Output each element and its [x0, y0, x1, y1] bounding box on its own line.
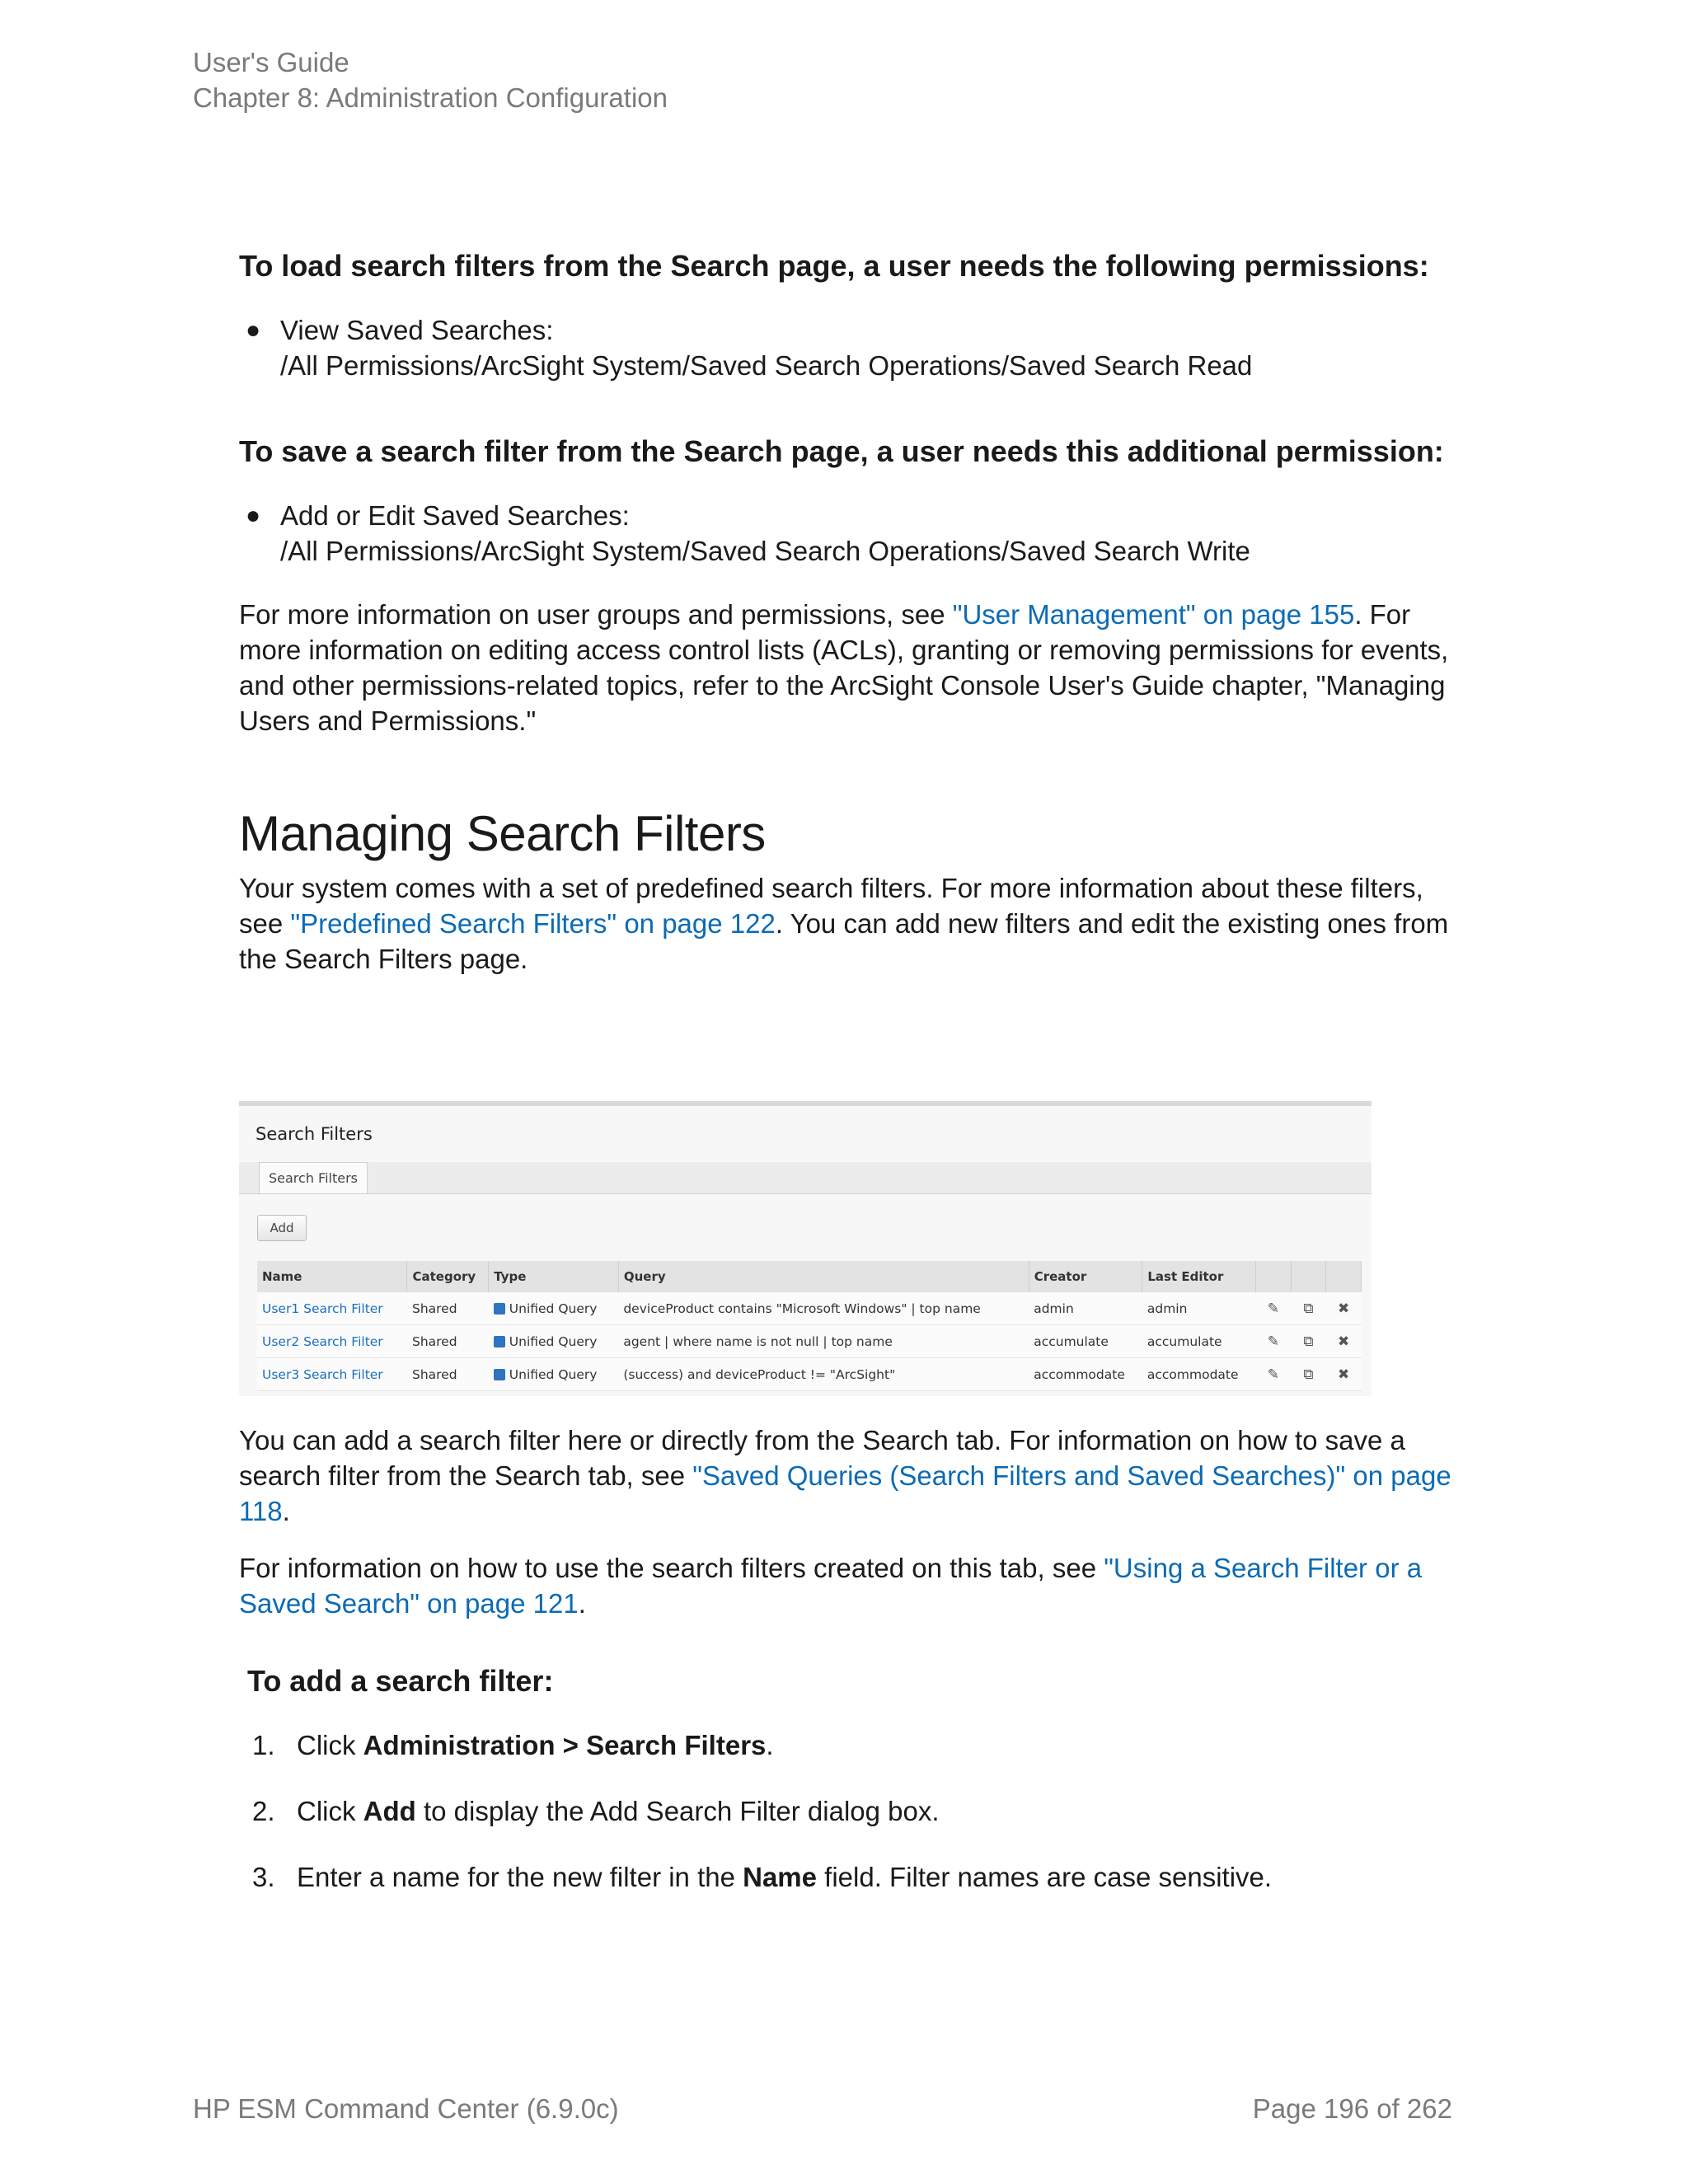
add-button[interactable]: Add [257, 1215, 307, 1241]
footer-product: HP ESM Command Center (6.9.0c) [193, 2093, 619, 2124]
col-last-editor[interactable]: Last Editor [1142, 1261, 1256, 1292]
using-search-filter-link[interactable]: "Using a Search Filter or a Saved Search" on page 121 [239, 1553, 1423, 1619]
copy-icon[interactable]: ⧉ [1291, 1325, 1326, 1358]
tab-search-filters[interactable]: Search Filters [259, 1162, 368, 1193]
col-type[interactable]: Type [489, 1261, 619, 1292]
col-category[interactable]: Category [407, 1261, 489, 1292]
lower-content [239, 1422, 1459, 1895]
save-permissions-heading: To save a search filter from the Search page, a user needs this additional permission: [239, 434, 1444, 468]
edit-icon[interactable]: ✎ [1256, 1358, 1292, 1391]
table-row[interactable]: User2 Search Filter Shared Unified Query agent | where name is not null | top name accumulate accumulate ✎ ⧉ ✖ [257, 1325, 1362, 1358]
delete-icon[interactable]: ✖ [1326, 1292, 1362, 1325]
unified-query-icon [494, 1303, 505, 1315]
intro-paragraph: Your system comes with a set of predefined search filters. For more information about these filters, see "Predefined Search Filters" on page 122. You can add new filters and edit the existing ones from the Search Filters page. [239, 873, 1449, 974]
chapter-title: Chapter 8: Administration Configuration [193, 82, 668, 113]
filter-name-link[interactable]: User2 Search Filter [257, 1325, 407, 1358]
filter-name-link[interactable]: User1 Search Filter [257, 1292, 407, 1325]
table-row[interactable]: User1 Search Filter Shared Unified Query deviceProduct contains "Microsoft Windows" | top name admin admin ✎ ⧉ ✖ [257, 1292, 1362, 1325]
search-filters-screenshot [239, 1101, 1372, 1396]
save-bullet: ● Add or Edit Saved Searches: /All Permissions/ArcSight System/Saved Search Operations/Saved Search Write [246, 500, 1250, 566]
guide-title: User's Guide [193, 47, 349, 77]
load-permissions-heading: To load search filters from the Search page, a user needs the following permissions: [239, 249, 1429, 283]
edit-icon[interactable]: ✎ [1256, 1292, 1292, 1325]
col-query[interactable]: Query [618, 1261, 1029, 1292]
load-bullet: ● View Saved Searches: /All Permissions/ArcSight System/Saved Search Operations/Saved Search Read [246, 315, 1253, 381]
page-header [193, 45, 668, 115]
filter-name-link[interactable]: User3 Search Filter [257, 1358, 407, 1391]
col-name[interactable]: Name [257, 1261, 407, 1292]
more-info-paragraph: For more information on user groups and permissions, see "User Management" on page 155. For more information on editing access control lists (ACLs), granting or removing permissions for events, and other permissions-related topics, refer to the ArcSight Console User's Guide chapter, "Managing Users and Permissions." [239, 599, 1449, 736]
delete-icon[interactable]: ✖ [1326, 1325, 1362, 1358]
copy-icon[interactable]: ⧉ [1291, 1358, 1326, 1391]
screenshot-title: Search Filters [256, 1124, 373, 1144]
filters-table [257, 1261, 1362, 1391]
step-3: 3. Enter a name for the new filter in the Name field. Filter names are case sensitive. [252, 1862, 1273, 1892]
predefined-filters-link[interactable]: "Predefined Search Filters" on page 122 [290, 908, 776, 939]
copy-icon[interactable]: ⧉ [1291, 1292, 1326, 1325]
table-row[interactable]: User3 Search Filter Shared Unified Query (success) and deviceProduct != "ArcSight" accommodate accommodate ✎ ⧉ ✖ [257, 1358, 1362, 1391]
edit-icon[interactable]: ✎ [1256, 1325, 1292, 1358]
use-filter-paragraph: For information on how to use the search filters created on this tab, see "Using a Search Filter or a Saved Search" on page 121. [239, 1553, 1423, 1619]
saved-queries-link[interactable]: "Saved Queries (Search Filters and Saved Searches)" on page 118 [239, 1460, 1451, 1526]
step-1: 1. Click Administration > Search Filters. [252, 1730, 774, 1760]
unified-query-icon [494, 1369, 505, 1380]
col-creator[interactable]: Creator [1029, 1261, 1142, 1292]
user-management-link[interactable]: "User Management" on page 155 [952, 599, 1355, 630]
unified-query-icon [494, 1336, 505, 1347]
delete-icon[interactable]: ✖ [1326, 1358, 1362, 1391]
footer-page-number: Page 196 of 262 [1252, 2093, 1452, 2124]
step-2: 2. Click Add to display the Add Search Filter dialog box. [252, 1796, 940, 1826]
procedure-heading: To add a search filter: [247, 1664, 554, 1698]
add-filter-paragraph: You can add a search filter here or directly from the Search tab. For information on how to save a search filter from the Search tab, see "Saved Queries (Search Filters and Saved Searches)" on page 118. [239, 1425, 1451, 1526]
section-title: Managing Search Filters [239, 806, 766, 861]
main-content [239, 247, 1459, 977]
